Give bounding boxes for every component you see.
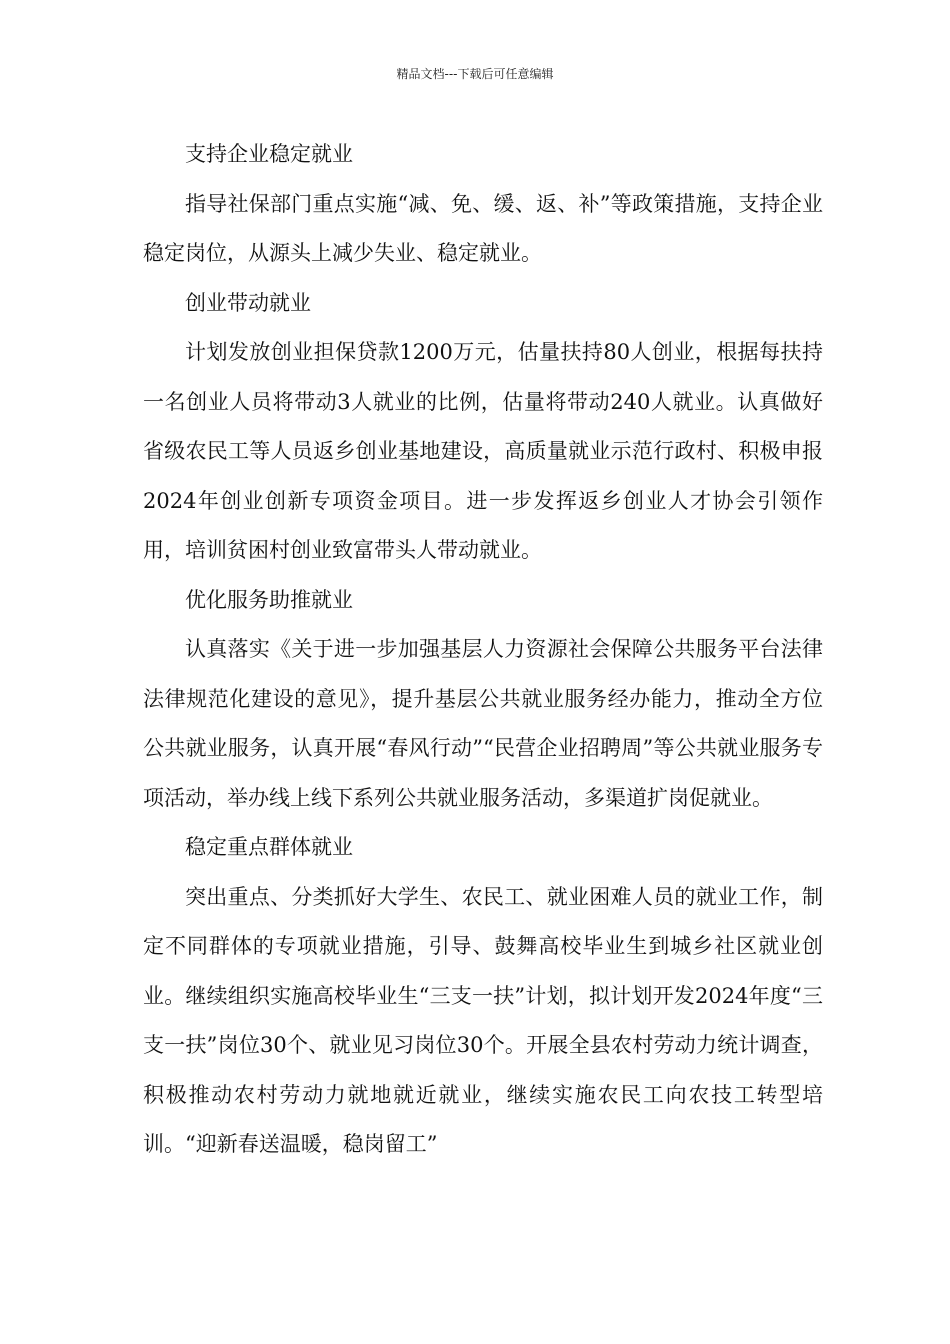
section-paragraph-entrepreneurship: 计划发放创业担保贷款1200万元，估量扶持80人创业，根据每扶持一名创业人员将带动3人就业的比例，估量将带动240人就业。认真做好省级农民工等人员返乡创业基地建设，高质量就业示范行政村、积极申报2024年创业创新专项资金项目。进一步发挥返乡创业人才协会引领作用，培训贫困村创业致富带头人带动就业。 — [143, 340, 823, 562]
section-heading-entrepreneurship: 创业带动就业 — [185, 290, 311, 315]
section-paragraph-key-groups: 突出重点、分类抓好大学生、农民工、就业困难人员的就业工作，制定不同群体的专项就业措施，引导、鼓舞高校毕业生到城乡社区就业创业。继续组织实施高校毕业生“三支一扶”计划，拟计划开发2024年度“三支一扶”岗位30个、就业见习岗位30个。开展全县农村劳动力统计调查，积极推动农村劳动力就地就近就业，继续实施农民工向农技工转型培训。“迎新春送温暖，稳岗留工” — [143, 884, 823, 1156]
section-heading-optimize-service: 优化服务助推就业 — [185, 587, 353, 612]
document-body — [143, 130, 823, 1170]
section-paragraph-support-enterprise: 指导社保部门重点实施“减、免、缓、返、补”等政策措施，支持企业稳定岗位，从源头上减少失业、稳定就业。 — [143, 191, 823, 265]
page-header: 精品文档---下载后可任意编辑 — [396, 67, 554, 81]
section-heading-support-enterprise: 支持企业稳定就业 — [185, 142, 353, 166]
section-heading-key-groups: 稳定重点群体就业 — [185, 835, 353, 859]
section-paragraph-optimize-service: 认真落实《关于进一步加强基层人力资源社会保障公共服务平台法律法律规范化建设的意见》，提升基层公共就业服务经办能力，推动全方位公共就业服务，认真开展“春风行动”“民营企业招聘周”等公共就业服务专项活动，举办线上线下系列公共就业服务活动，多渠道扩岗促就业。 — [143, 637, 823, 810]
